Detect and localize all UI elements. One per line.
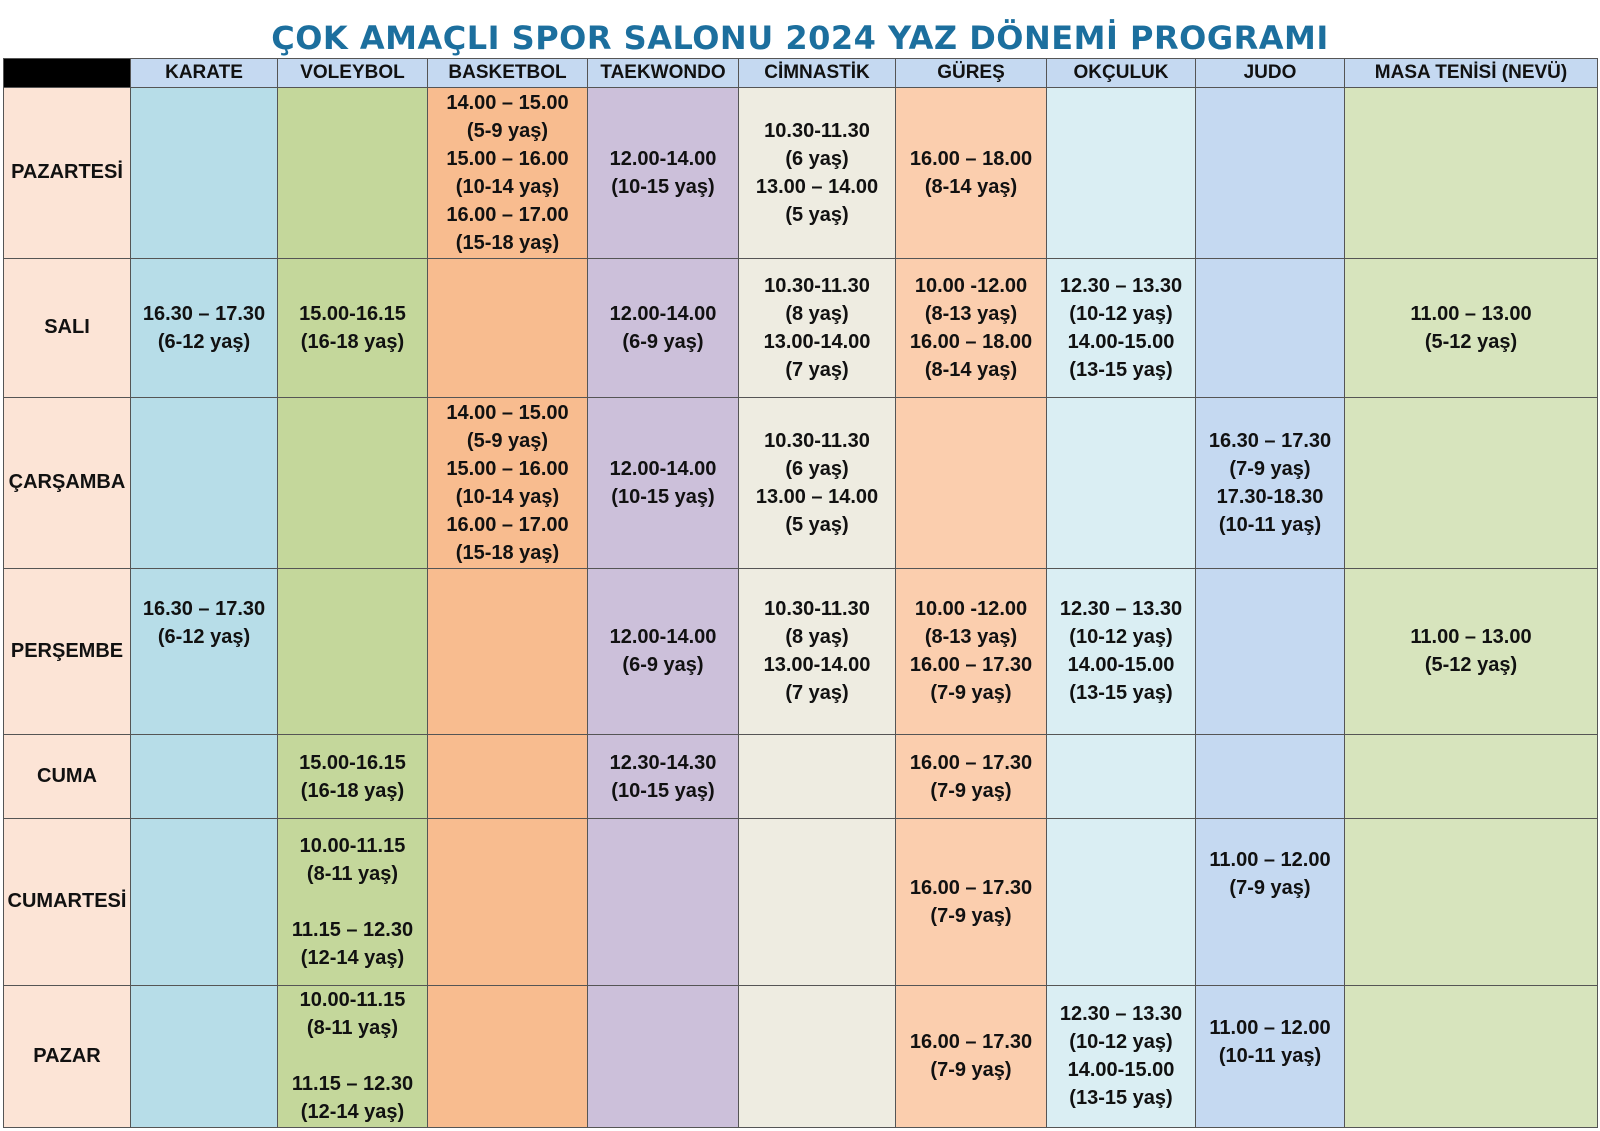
- day-label: CUMARTESİ: [4, 819, 131, 986]
- schedule-cell-judo: [1196, 88, 1345, 259]
- schedule-cell-gures: 10.00 -12.00 (8-13 yaş) 16.00 – 18.00 (8-14 yaş): [896, 258, 1047, 397]
- schedule-cell-gures: 16.00 – 17.30 (7-9 yaş): [896, 819, 1047, 986]
- schedule-cell-cimnastik: 10.30-11.30 (8 yaş) 13.00-14.00 (7 yaş): [739, 568, 896, 735]
- schedule-cell-voleybol: [278, 568, 428, 735]
- day-label: CUMA: [4, 735, 131, 819]
- corner-cell: [4, 59, 131, 88]
- schedule-cell-masa-tenisi: [1345, 985, 1598, 1127]
- column-header-judo: JUDO: [1196, 59, 1345, 88]
- schedule-table: [3, 58, 1598, 1128]
- schedule-cell-karate: [131, 819, 278, 986]
- schedule-cell-basketbol: [428, 985, 588, 1127]
- day-label: PERŞEMBE: [4, 568, 131, 735]
- schedule-cell-cimnastik: [739, 819, 896, 986]
- day-label: PAZAR: [4, 985, 131, 1127]
- day-label: PAZARTESİ: [4, 88, 131, 259]
- column-header-masa-tenisi: MASA TENİSİ (NEVÜ): [1345, 59, 1598, 88]
- schedule-cell-basketbol: 14.00 – 15.00 (5-9 yaş) 15.00 – 16.00 (10-14 yaş) 16.00 – 17.00 (15-18 yaş): [428, 397, 588, 568]
- schedule-cell-karate: [131, 397, 278, 568]
- schedule-cell-gures: [896, 397, 1047, 568]
- schedule-cell-basketbol: [428, 258, 588, 397]
- page-title: ÇOK AMAÇLI SPOR SALONU 2024 YAZ DÖNEMİ PROGRAMI: [271, 19, 1329, 57]
- schedule-cell-cimnastik: 10.30-11.30 (6 yaş) 13.00 – 14.00 (5 yaş): [739, 397, 896, 568]
- schedule-cell-okculuk: [1047, 397, 1196, 568]
- schedule-cell-voleybol: [278, 397, 428, 568]
- table-row-cuma: [4, 735, 1598, 819]
- schedule-cell-voleybol: [278, 88, 428, 259]
- schedule-cell-cimnastik: 10.30-11.30 (6 yaş) 13.00 – 14.00 (5 yaş): [739, 88, 896, 259]
- table-row-sali: [4, 258, 1598, 397]
- schedule-cell-okculuk: 12.30 – 13.30 (10-12 yaş) 14.00-15.00 (13-15 yaş): [1047, 568, 1196, 735]
- schedule-cell-cimnastik: [739, 985, 896, 1127]
- schedule-cell-judo: [1196, 258, 1345, 397]
- schedule-cell-masa-tenisi: [1345, 819, 1598, 986]
- schedule-cell-judo: 11.00 – 12.00 (7-9 yaş): [1196, 819, 1345, 986]
- column-header-gures: GÜREŞ: [896, 59, 1047, 88]
- header-row: [4, 59, 1598, 88]
- table-row-pazar: [4, 985, 1598, 1127]
- schedule-cell-karate: 16.30 – 17.30 (6-12 yaş): [131, 258, 278, 397]
- schedule-cell-voleybol: 15.00-16.15 (16-18 yaş): [278, 735, 428, 819]
- schedule-cell-masa-tenisi: 11.00 – 13.00 (5-12 yaş): [1345, 568, 1598, 735]
- day-label: ÇARŞAMBA: [4, 397, 131, 568]
- schedule-cell-okculuk: [1047, 819, 1196, 986]
- schedule-cell-cimnastik: 10.30-11.30 (8 yaş) 13.00-14.00 (7 yaş): [739, 258, 896, 397]
- schedule-cell-okculuk: 12.30 – 13.30 (10-12 yaş) 14.00-15.00 (13-15 yaş): [1047, 985, 1196, 1127]
- schedule-cell-masa-tenisi: [1345, 397, 1598, 568]
- schedule-cell-taekwondo: [588, 985, 739, 1127]
- schedule-cell-voleybol: 10.00-11.15 (8-11 yaş) 11.15 – 12.30 (12-14 yaş): [278, 985, 428, 1127]
- schedule-cell-voleybol: 15.00-16.15 (16-18 yaş): [278, 258, 428, 397]
- schedule-cell-voleybol: 10.00-11.15 (8-11 yaş) 11.15 – 12.30 (12-14 yaş): [278, 819, 428, 986]
- schedule-cell-masa-tenisi: 11.00 – 13.00 (5-12 yaş): [1345, 258, 1598, 397]
- table-row-cumartesi: [4, 819, 1598, 986]
- column-header-cimnastik: CİMNASTİK: [739, 59, 896, 88]
- schedule-cell-judo: [1196, 568, 1345, 735]
- schedule-cell-cimnastik: [739, 735, 896, 819]
- schedule-cell-judo: [1196, 735, 1345, 819]
- column-header-taekwondo: TAEKWONDO: [588, 59, 739, 88]
- schedule-cell-taekwondo: 12.00-14.00 (10-15 yaş): [588, 397, 739, 568]
- schedule-cell-karate: [131, 735, 278, 819]
- schedule-cell-gures: 16.00 – 18.00 (8-14 yaş): [896, 88, 1047, 259]
- schedule-cell-basketbol: [428, 735, 588, 819]
- column-header-karate: KARATE: [131, 59, 278, 88]
- schedule-cell-judo: 11.00 – 12.00 (10-11 yaş): [1196, 985, 1345, 1127]
- schedule-cell-basketbol: [428, 819, 588, 986]
- schedule-cell-okculuk: [1047, 735, 1196, 819]
- schedule-cell-taekwondo: 12.00-14.00 (6-9 yaş): [588, 258, 739, 397]
- schedule-cell-basketbol: [428, 568, 588, 735]
- schedule-cell-taekwondo: 12.00-14.00 (10-15 yaş): [588, 88, 739, 259]
- schedule-cell-taekwondo: 12.30-14.30 (10-15 yaş): [588, 735, 739, 819]
- schedule-cell-judo: 16.30 – 17.30 (7-9 yaş) 17.30-18.30 (10-11 yaş): [1196, 397, 1345, 568]
- schedule-cell-karate: [131, 88, 278, 259]
- schedule-cell-gures: 16.00 – 17.30 (7-9 yaş): [896, 735, 1047, 819]
- table-row-carsamba: [4, 397, 1598, 568]
- schedule-cell-taekwondo: [588, 819, 739, 986]
- table-row-persembe: [4, 568, 1598, 735]
- day-label: SALI: [4, 258, 131, 397]
- schedule-cell-okculuk: 12.30 – 13.30 (10-12 yaş) 14.00-15.00 (13-15 yaş): [1047, 258, 1196, 397]
- schedule-cell-gures: 16.00 – 17.30 (7-9 yaş): [896, 985, 1047, 1127]
- column-header-okculuk: OKÇULUK: [1047, 59, 1196, 88]
- column-header-basketbol: BASKETBOL: [428, 59, 588, 88]
- schedule-cell-karate: [131, 985, 278, 1127]
- schedule-cell-karate: 16.30 – 17.30 (6-12 yaş): [131, 568, 278, 735]
- schedule-cell-basketbol: 14.00 – 15.00 (5-9 yaş) 15.00 – 16.00 (10-14 yaş) 16.00 – 17.00 (15-18 yaş): [428, 88, 588, 259]
- schedule-cell-okculuk: [1047, 88, 1196, 259]
- schedule-cell-masa-tenisi: [1345, 88, 1598, 259]
- schedule-cell-gures: 10.00 -12.00 (8-13 yaş) 16.00 – 17.30 (7-9 yaş): [896, 568, 1047, 735]
- schedule-cell-masa-tenisi: [1345, 735, 1598, 819]
- schedule-cell-taekwondo: 12.00-14.00 (6-9 yaş): [588, 568, 739, 735]
- column-header-voleybol: VOLEYBOL: [278, 59, 428, 88]
- table-row-pazartesi: [4, 88, 1598, 259]
